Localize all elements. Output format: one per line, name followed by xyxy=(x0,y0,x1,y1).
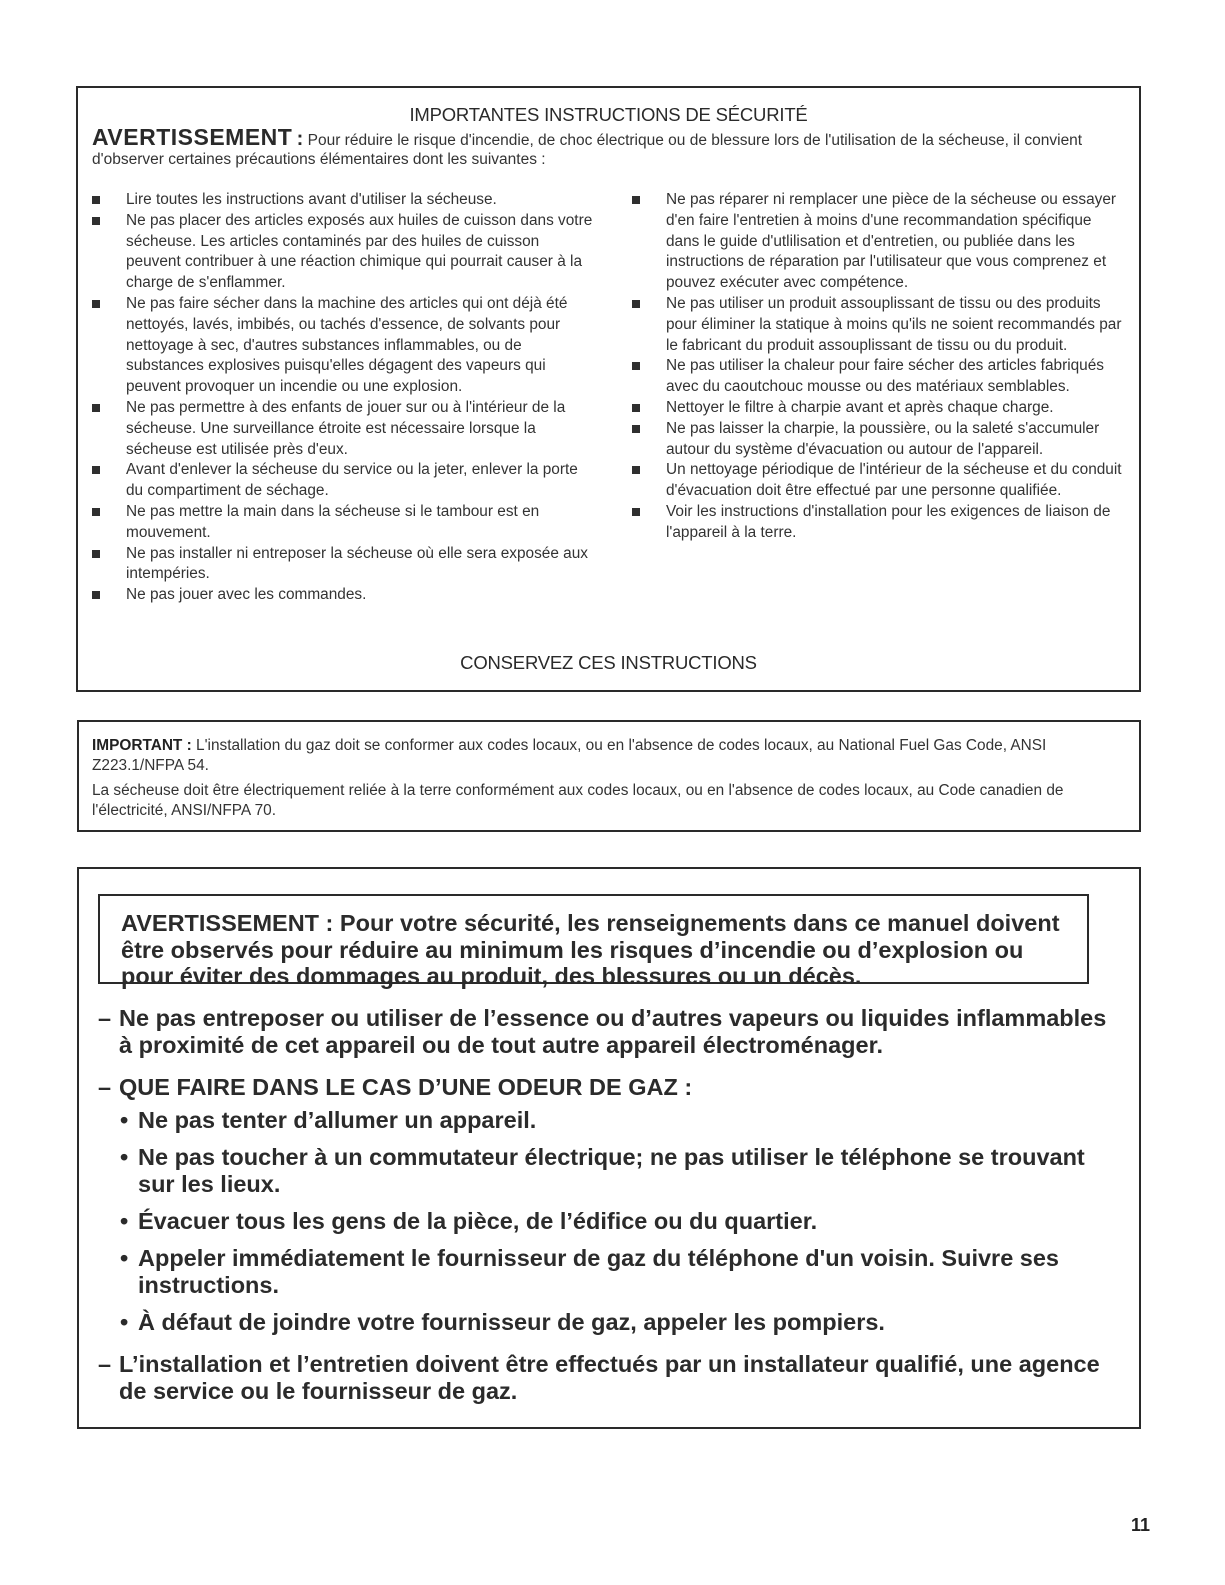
safety-warning xyxy=(92,124,1125,169)
square-bullet-icon xyxy=(632,300,640,308)
list-item: • Évacuer tous les gens de la pièce, de l’édifice ou du quartier. xyxy=(120,1208,818,1234)
list-item: Nettoyer le filtre à charpie avant et après chaque charge. xyxy=(624,398,1129,419)
dash-bullet-icon: – xyxy=(98,1351,112,1377)
warning-word: AVERTISSEMENT xyxy=(92,124,293,150)
important-text-gas: L'installation du gaz doit se conformer aux codes locaux, ou en l'absence de codes locaux, au National Fuel Gas Code, ANSI Z223.1/NFPA 54. xyxy=(92,737,1047,774)
warning-colon: : xyxy=(296,128,304,150)
round-bullet-icon: • xyxy=(120,1144,129,1170)
list-item: Un nettoyage périodique de l'intérieur de la sécheuse et du conduit d'évacuation doit être effectué par une personne qualifiée. xyxy=(624,460,1129,502)
list-item: Ne pas faire sécher dans la machine des articles qui ont déjà été nettoyés, lavés, imbibés, ou tachés d'essence, de solvants pour nettoyage à sec, d'autres substances inflammables, ou de substances explosives puisqu'elles dégagent des vapeurs qui peuvent provoquer un incendie ou une explosion. xyxy=(84,294,594,398)
safety-footer: CONSERVEZ CES INSTRUCTIONS xyxy=(460,652,757,673)
square-bullet-icon xyxy=(632,466,640,474)
page-number: 11 xyxy=(1130,1515,1150,1535)
dash-bullet-icon: – xyxy=(98,1074,112,1100)
important-paragraph-electric: La sécheuse doit être électriquement reliée à la terre conformément aux codes locaux, ou en l'absence de codes locaux, au Code canadien de l'électricité, ANSI/NFPA 70. xyxy=(92,782,1064,819)
round-bullet-icon: • xyxy=(120,1208,129,1234)
list-item: Ne pas jouer avec les commandes. xyxy=(84,585,594,606)
list-item: Ne pas laisser la charpie, la poussière, ou la saleté s'accumuler autour du système d'évacuation ou autour de l'appareil. xyxy=(624,419,1129,461)
square-bullet-icon xyxy=(92,217,100,225)
gas-warning-box xyxy=(77,867,1141,1429)
safety-heading: IMPORTANTES INSTRUCTIONS DE SÉCURITÉ xyxy=(409,104,808,125)
important-label: IMPORTANT : xyxy=(92,737,192,754)
list-item: Voir les instructions d'installation pour les exigences de liaison de l'appareil à la terre. xyxy=(624,502,1129,544)
square-bullet-icon xyxy=(92,591,100,599)
round-bullet-icon: • xyxy=(120,1309,129,1335)
list-item: Ne pas utiliser la chaleur pour faire sécher des articles fabriqués avec du caoutchouc mousse ou des matériaux semblables. xyxy=(624,356,1129,398)
square-bullet-icon xyxy=(632,425,640,433)
safety-list-left xyxy=(84,190,594,606)
gas-odor-title: QUE FAIRE DANS LE CAS D’UNE ODEUR DE GAZ : xyxy=(119,1074,693,1100)
round-bullet-icon: • xyxy=(120,1107,129,1133)
list-item: • Ne pas tenter d’allumer un appareil. xyxy=(120,1107,537,1133)
square-bullet-icon xyxy=(632,196,640,204)
gas-item-odor xyxy=(98,1074,1109,1336)
gas-item-installation: – L’installation et l’entretien doivent être effectués par un installateur qualifié, une agence de service ou le fournisseur de gaz. xyxy=(98,1351,1100,1404)
important-paragraph-gas xyxy=(92,736,1127,775)
square-bullet-icon xyxy=(632,508,640,516)
gas-warning-list xyxy=(98,1005,1109,1420)
list-item: Ne pas mettre la main dans la sécheuse si le tambour est en mouvement. xyxy=(84,502,594,544)
safety-instructions-box xyxy=(76,86,1141,692)
list-item: Ne pas utiliser un produit assouplissant de tissu ou des produits pour éliminer la statique à moins qu'ils ne soient recommandés par le fabricant du produit assouplissant de tissu ou du produit. xyxy=(624,294,1129,356)
square-bullet-icon xyxy=(92,196,100,204)
round-bullet-icon: • xyxy=(120,1245,129,1271)
list-item: • Ne pas toucher à un commutateur électrique; ne pas utiliser le téléphone se trouvant sur les lieux. xyxy=(120,1144,1085,1197)
dash-bullet-icon: – xyxy=(98,1005,112,1031)
gas-item-storage: – Ne pas entreposer ou utiliser de l’essence ou d’autres vapeurs ou liquides inflammables à proximité de cet appareil ou de tout autre appareil électroménager. xyxy=(98,1005,1107,1058)
square-bullet-icon xyxy=(632,362,640,370)
safety-list-right xyxy=(624,190,1129,544)
list-item: • Appeler immédiatement le fournisseur de gaz du téléphone d'un voisin. Suivre ses instructions. xyxy=(120,1245,1059,1298)
list-item: Ne pas installer ni entreposer la sécheuse où elle sera exposée aux intempéries. xyxy=(84,544,594,586)
warning-text: Pour réduire le risque d'incendie, de choc électrique ou de blessure lors de l'utilisation de la sécheuse, il convient d'observer certaines précautions élémentaires dont les suivantes : xyxy=(92,132,1083,168)
square-bullet-icon xyxy=(92,466,100,474)
list-item: • À défaut de joindre votre fournisseur de gaz, appeler les pompiers. xyxy=(120,1309,885,1335)
list-item: Ne pas permettre à des enfants de jouer sur ou à l'intérieur de la sécheuse. Une surveillance étroite est nécessaire lorsque la sécheuse est utilisée près d'eux. xyxy=(84,398,594,460)
important-box xyxy=(77,720,1141,832)
list-item: Avant d'enlever la sécheuse du service ou la jeter, enlever la porte du compartiment de séchage. xyxy=(84,460,594,502)
list-item: Ne pas réparer ni remplacer une pièce de la sécheuse ou essayer d'en faire l'entretien à moins d'une recommandation spécifique dans le guide d'utlilisation et d'entretien, ou publiée dans les instructions de réparation par l'utilisateur que vous comprenez et pouvez exécuter avec compétence. xyxy=(624,190,1129,294)
square-bullet-icon xyxy=(92,508,100,516)
list-item: Ne pas placer des articles exposés aux huiles de cuisson dans votre sécheuse. Les articles contaminés par des huiles de cuisson peuvent contribuer à une réaction chimique qui pourrait causer à la charge de s'enflammer. xyxy=(84,211,594,294)
gas-warning-boxed-text: AVERTISSEMENT : Pour votre sécurité, les renseignements dans ce manuel doivent être observés pour réduire au minimum les risques d’incendie ou d’explosion ou pour éviter des dommages au produit, des blessures ou un décès. xyxy=(98,894,1089,984)
list-item: Lire toutes les instructions avant d'utiliser la sécheuse. xyxy=(84,190,594,211)
square-bullet-icon xyxy=(92,550,100,558)
square-bullet-icon xyxy=(632,404,640,412)
square-bullet-icon xyxy=(92,404,100,412)
square-bullet-icon xyxy=(92,300,100,308)
gas-odor-steps xyxy=(119,1107,1109,1336)
